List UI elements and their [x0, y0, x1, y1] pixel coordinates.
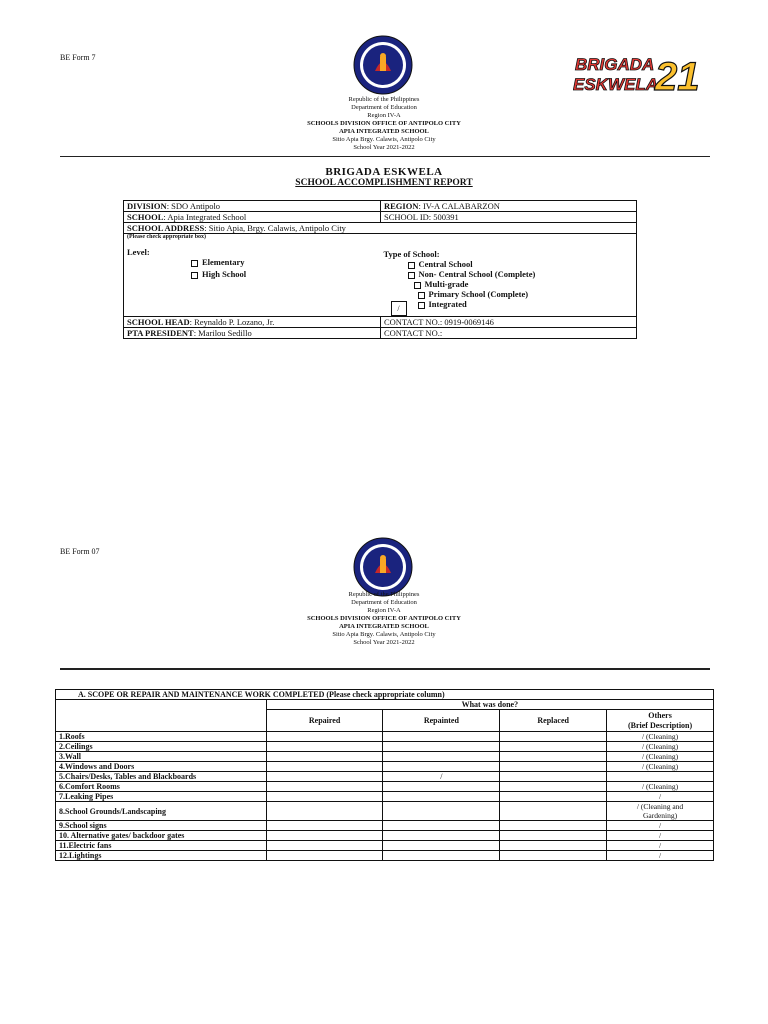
- row-item: 3.Wall: [56, 752, 267, 762]
- repainted-cell[interactable]: [383, 762, 500, 772]
- report-title: BRIGADA ESKWELA SCHOOL ACCOMPLISHMENT REPORT: [295, 166, 473, 188]
- others-cell[interactable]: [607, 772, 714, 782]
- repaired-cell[interactable]: [266, 762, 383, 772]
- repaired-cell[interactable]: [266, 851, 383, 861]
- replaced-cell[interactable]: [500, 782, 607, 792]
- row-item: 5.Chairs/Desks, Tables and Blackboards: [56, 772, 267, 782]
- table-row: [56, 782, 714, 792]
- scope-of-work-table: A. SCOPE OR REPAIR AND MAINTENANCE WORK COMPLETED (Please check appropriate column) What was done? Repaired Repainted Replaced Others (Brief Description) 1.Roofs / (Cleaning) 2.Ceilings / (Cleaning) 3.Wall / (Cleaning) 4.Windows and Doors / (Cleaning) 5.Chairs/Desks, Tables and Blackboards / 6.Comfort Rooms / (Cleaning) 7.Leaking Pipes / 8.School Grounds/Landscaping / (Cleaning and Gardening) 9.School signs / 10. Alternative gates/ backdoor gates / 11.Electric fans / 12.Lightings /: [55, 689, 714, 861]
- non-central-checkbox[interactable]: [408, 272, 415, 279]
- repaired-cell[interactable]: [266, 752, 383, 762]
- others-cell[interactable]: /: [607, 831, 714, 841]
- repainted-cell[interactable]: [383, 732, 500, 742]
- svg-text:21: 21: [655, 55, 700, 96]
- divider: [60, 156, 710, 157]
- svg-text:ESKWELA: ESKWELA: [573, 75, 658, 94]
- table-row: [56, 772, 714, 782]
- row-item: 11.Electric fans: [56, 841, 267, 851]
- others-cell[interactable]: / (Cleaning): [607, 752, 714, 762]
- others-cell[interactable]: /: [607, 792, 714, 802]
- repainted-cell[interactable]: /: [383, 772, 500, 782]
- table-row: [56, 792, 714, 802]
- others-cell[interactable]: / (Cleaning): [607, 742, 714, 752]
- replaced-cell[interactable]: [500, 732, 607, 742]
- others-cell[interactable]: /: [607, 841, 714, 851]
- repaired-cell[interactable]: [266, 802, 383, 821]
- replaced-cell[interactable]: [500, 792, 607, 802]
- repaired-cell[interactable]: [266, 782, 383, 792]
- repaired-cell[interactable]: [266, 841, 383, 851]
- row-item: 6.Comfort Rooms: [56, 782, 267, 792]
- high-school-checkbox[interactable]: [191, 272, 198, 279]
- multi-grade-checkbox[interactable]: [414, 282, 421, 289]
- table-row: [56, 742, 714, 752]
- repaired-cell[interactable]: [266, 831, 383, 841]
- repainted-cell[interactable]: [383, 752, 500, 762]
- repainted-cell[interactable]: [383, 841, 500, 851]
- replaced-cell[interactable]: [500, 841, 607, 851]
- table-row: [56, 831, 714, 841]
- repainted-cell[interactable]: [383, 831, 500, 841]
- replaced-cell[interactable]: [500, 821, 607, 831]
- table-row: [56, 851, 714, 861]
- repaired-cell[interactable]: [266, 821, 383, 831]
- row-item: 7.Leaking Pipes: [56, 792, 267, 802]
- replaced-cell[interactable]: [500, 831, 607, 841]
- central-school-checkbox[interactable]: [408, 262, 415, 269]
- others-cell[interactable]: /: [607, 851, 714, 861]
- elementary-checkbox[interactable]: [191, 260, 198, 267]
- form-id-2: BE Form 07: [60, 547, 100, 556]
- brigada-eskwela-logo: [573, 48, 703, 96]
- deped-seal-icon: [353, 537, 413, 597]
- row-item: 10. Alternative gates/ backdoor gates: [56, 831, 267, 841]
- integrated-check-mark: /: [391, 301, 407, 316]
- table-row: [56, 841, 714, 851]
- row-item: 1.Roofs: [56, 732, 267, 742]
- replaced-cell[interactable]: [500, 742, 607, 752]
- row-item: 12.Lightings: [56, 851, 267, 861]
- table-row: [56, 802, 714, 821]
- replaced-cell[interactable]: [500, 772, 607, 782]
- row-item: 9.School signs: [56, 821, 267, 831]
- replaced-cell[interactable]: [500, 851, 607, 861]
- repainted-cell[interactable]: [383, 851, 500, 861]
- divider-2: [60, 668, 710, 670]
- replaced-cell[interactable]: [500, 802, 607, 821]
- others-cell[interactable]: /: [607, 821, 714, 831]
- repaired-cell[interactable]: [266, 742, 383, 752]
- table-row: [56, 821, 714, 831]
- repainted-cell[interactable]: [383, 821, 500, 831]
- school-info-table: DIVISION: SDO Antipolo REGION: IV-A CALABARZON SCHOOL: Apia Integrated School SCHOOL ID: 500391 SCHOOL ADDRESS: Sitio Apia, Brgy. Calawis, Antipolo City (Please check appropriate box) Level: Elementary High School Type of School: Central School Non- Central School (Complete) Multi-grade Primary School (Complete) Integrated / SCHOOL HEAD: Reynaldo P. Lozano, Jr. CONTACT NO.: 0919-0069146 PTA PRESIDENT: Marilou Sedillo CONTACT NO.:: [123, 200, 637, 339]
- form-id: BE Form 7: [60, 53, 96, 62]
- deped-seal-icon: [353, 35, 413, 95]
- primary-school-checkbox[interactable]: [418, 292, 425, 299]
- svg-text:BRIGADA: BRIGADA: [575, 55, 655, 74]
- row-item: 2.Ceilings: [56, 742, 267, 752]
- others-cell[interactable]: / (Cleaning and Gardening): [607, 802, 714, 821]
- replaced-cell[interactable]: [500, 752, 607, 762]
- repainted-cell[interactable]: [383, 802, 500, 821]
- repaired-cell[interactable]: [266, 732, 383, 742]
- school-header-2: Republic of the Philippines Department of Education Region IV-A SCHOOLS DIVISION OFFICE OF ANTIPOLO CITY APIA INTEGRATED SCHOOL Sitio Apia Brgy. Calawis, Antipolo City School Year 2021-2022: [307, 591, 461, 646]
- row-item: 4.Windows and Doors: [56, 762, 267, 772]
- others-cell[interactable]: / (Cleaning): [607, 762, 714, 772]
- repainted-cell[interactable]: [383, 782, 500, 792]
- replaced-cell[interactable]: [500, 762, 607, 772]
- school-header: Republic of the Philippines Department of Education Region IV-A SCHOOLS DIVISION OFFICE OF ANTIPOLO CITY APIA INTEGRATED SCHOOL Sitio Apia Brgy. Calawis, Antipolo City School Year 2021-2022: [307, 96, 461, 151]
- others-cell[interactable]: / (Cleaning): [607, 782, 714, 792]
- table-row: [56, 732, 714, 742]
- repaired-cell[interactable]: [266, 772, 383, 782]
- integrated-checkbox[interactable]: [418, 302, 425, 309]
- repainted-cell[interactable]: [383, 742, 500, 752]
- table-row: [56, 762, 714, 772]
- repaired-cell[interactable]: [266, 792, 383, 802]
- repainted-cell[interactable]: [383, 792, 500, 802]
- table-row: [56, 752, 714, 762]
- others-cell[interactable]: / (Cleaning): [607, 732, 714, 742]
- row-item: 8.School Grounds/Landscaping: [56, 802, 267, 821]
